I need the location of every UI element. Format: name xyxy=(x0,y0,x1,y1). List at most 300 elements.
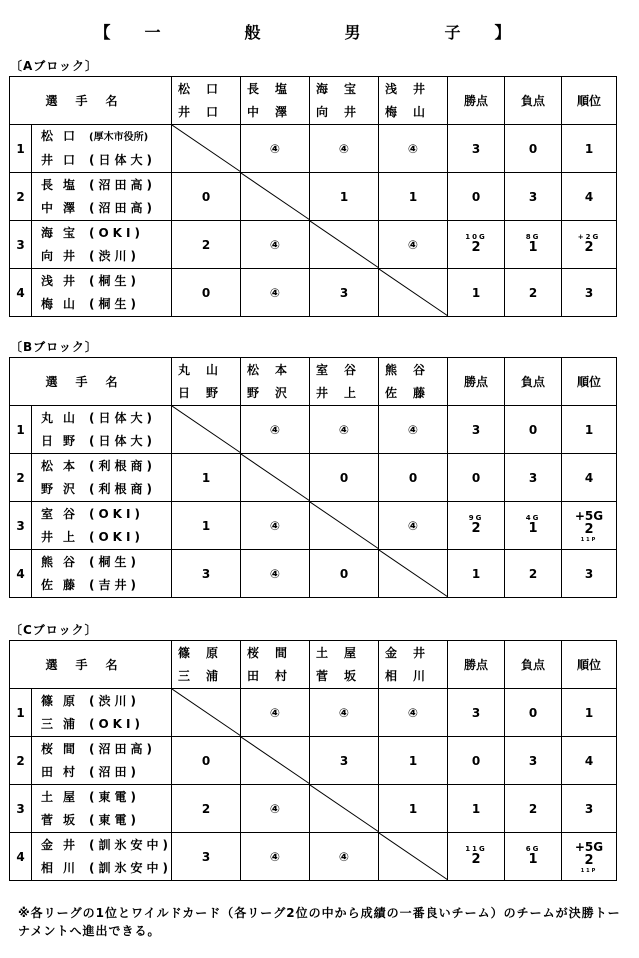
win-points xyxy=(448,173,505,221)
player-name: 向井 xyxy=(41,248,86,263)
match-result: ④ xyxy=(407,705,419,720)
player-name: 三浦 xyxy=(41,716,86,731)
player-club: (日体大) xyxy=(89,410,156,425)
match-result: ④ xyxy=(269,141,281,156)
win-points xyxy=(448,221,505,269)
block-label: 〔Aブロック〕 xyxy=(10,59,99,73)
lose-game-diff: 8G xyxy=(525,233,541,241)
match-result: ④ xyxy=(338,849,350,864)
win-mark xyxy=(310,833,379,881)
league-table xyxy=(9,640,617,881)
player-name: 丸山 xyxy=(41,410,86,425)
player-name: 相川 xyxy=(41,860,86,875)
player-line xyxy=(41,270,171,293)
table-row xyxy=(10,173,617,221)
win-points xyxy=(448,125,505,173)
rank-points xyxy=(562,454,617,502)
footnote: ※各リーグの1位とワイルドカード（各リーグ2位の中から成績の一番良いチーム）のチームが決勝トーナメントへ進出できる。 xyxy=(18,906,621,938)
self-match-diagonal xyxy=(379,833,448,881)
player-name: 梅山 xyxy=(41,296,86,311)
player-club: (利根商) xyxy=(89,458,156,473)
win-value: 1 xyxy=(471,566,481,581)
player-club: (OKI) xyxy=(89,506,144,521)
lose-points xyxy=(505,737,562,785)
win-mark xyxy=(241,785,310,833)
win-mark xyxy=(241,689,310,737)
match-score xyxy=(379,173,448,221)
row-number xyxy=(10,125,32,173)
player-line xyxy=(41,455,171,478)
match-score xyxy=(172,502,241,550)
win-points xyxy=(448,502,505,550)
win-mark xyxy=(241,125,310,173)
player-pair xyxy=(32,502,172,550)
player-club: (利根商) xyxy=(89,481,156,496)
match-result: ④ xyxy=(338,141,350,156)
match-score xyxy=(310,454,379,502)
lose-points xyxy=(505,833,562,881)
header-lose-label: 負点 xyxy=(521,375,546,389)
player-line xyxy=(41,713,171,736)
win-points xyxy=(448,269,505,317)
player-club: (吉井) xyxy=(89,577,140,592)
match-result: ④ xyxy=(269,801,281,816)
rank-value: 3 xyxy=(584,285,594,300)
diagonal-line xyxy=(172,406,241,453)
match-result: ④ xyxy=(269,849,281,864)
diagonal-stroke xyxy=(241,454,310,501)
block-label: 〔Bブロック〕 xyxy=(10,340,98,354)
match-result: 0 xyxy=(201,285,211,300)
match-result: 0 xyxy=(408,470,418,485)
player-pair xyxy=(32,689,172,737)
match-result: ④ xyxy=(269,705,281,720)
win-mark xyxy=(379,502,448,550)
lose-points xyxy=(505,785,562,833)
win-mark xyxy=(241,269,310,317)
player-name: 浅井 xyxy=(41,273,86,288)
match-score xyxy=(172,269,241,317)
player-line xyxy=(41,786,171,809)
player-pair xyxy=(32,454,172,502)
player-name: 井口 xyxy=(41,153,86,167)
match-result: ④ xyxy=(269,518,281,533)
row-number-label: 3 xyxy=(16,237,25,252)
row-number-label: 3 xyxy=(16,801,25,816)
player-line xyxy=(41,149,171,172)
header-player-name: 向井 xyxy=(316,104,373,119)
rank-value: 4 xyxy=(584,470,594,485)
player-line xyxy=(41,551,171,574)
win-mark xyxy=(310,406,379,454)
match-score xyxy=(310,550,379,598)
diagonal-line xyxy=(379,269,448,316)
self-match-diagonal xyxy=(172,689,241,737)
win-value: 3 xyxy=(471,705,481,720)
header-player-name: 中澤 xyxy=(247,104,304,119)
player-name: 日野 xyxy=(41,433,86,448)
header-player-name: 浅井 xyxy=(385,81,442,96)
player-line xyxy=(41,222,171,245)
player-name: 長塩 xyxy=(41,177,86,192)
header-player-name: 相川 xyxy=(385,668,442,683)
header-player-name: 松本 xyxy=(247,362,304,377)
player-name: 熊谷 xyxy=(41,554,86,569)
header-row xyxy=(10,641,617,689)
match-result: 3 xyxy=(339,285,349,300)
header-opponent xyxy=(379,77,448,125)
match-result: ④ xyxy=(407,141,419,156)
win-value: 3 xyxy=(471,141,481,156)
win-mark xyxy=(379,406,448,454)
player-club: (東電) xyxy=(89,812,140,827)
header-opponent xyxy=(310,77,379,125)
player-club: (沼田高) xyxy=(89,177,156,192)
win-points xyxy=(448,737,505,785)
win-value: 0 xyxy=(471,753,481,768)
diagonal-line xyxy=(310,785,379,832)
player-club: (桐生) xyxy=(89,296,140,311)
header-player-name: 菅坂 xyxy=(316,668,373,683)
player-line xyxy=(41,809,171,832)
rank-value: 2 xyxy=(584,240,594,255)
diagonal-line xyxy=(241,454,310,501)
rank-point-diff: 11P xyxy=(580,536,598,543)
player-line xyxy=(41,293,171,316)
player-name: 桜間 xyxy=(41,741,86,756)
rank-points xyxy=(562,785,617,833)
row-number-label: 1 xyxy=(16,141,25,156)
header-row xyxy=(10,77,617,125)
header-name xyxy=(10,641,172,689)
lose-points xyxy=(505,454,562,502)
player-club: (東電) xyxy=(89,789,140,804)
lose-value: 3 xyxy=(528,189,538,204)
header-player-name: 田村 xyxy=(247,668,304,683)
match-score xyxy=(379,454,448,502)
rank-points xyxy=(562,833,617,881)
match-result: ④ xyxy=(407,237,419,252)
win-value: 0 xyxy=(471,189,481,204)
match-score xyxy=(172,833,241,881)
player-club: (沼田) xyxy=(89,764,140,779)
player-line xyxy=(41,430,171,453)
header-opponent xyxy=(379,358,448,406)
player-club: (訓氷安中) xyxy=(89,837,172,852)
self-match-diagonal xyxy=(379,550,448,598)
match-score xyxy=(310,269,379,317)
match-result: 3 xyxy=(201,566,211,581)
header-player-name: 井上 xyxy=(316,385,373,400)
table-row xyxy=(10,269,617,317)
row-number-label: 3 xyxy=(16,518,25,533)
header-player-name: 丸山 xyxy=(178,362,235,377)
diagonal-stroke xyxy=(172,689,241,736)
rank-points xyxy=(562,737,617,785)
self-match-diagonal xyxy=(241,737,310,785)
player-name: 篠原 xyxy=(41,693,86,708)
player-name: 佐藤 xyxy=(41,577,86,592)
lose-points xyxy=(505,550,562,598)
player-pair xyxy=(32,785,172,833)
player-name: 松本 xyxy=(41,458,86,473)
player-club: (日体大) xyxy=(89,433,156,448)
header-player-name: 野沢 xyxy=(247,385,304,400)
win-value: 2 xyxy=(471,521,481,536)
rank-point-diff: 11P xyxy=(580,867,598,874)
header-lose-label: 負点 xyxy=(521,94,546,108)
lose-value: 3 xyxy=(528,470,538,485)
rank-value: 1 xyxy=(584,705,594,720)
diagonal-line xyxy=(379,833,448,880)
header-rank xyxy=(562,641,617,689)
diagonal-stroke xyxy=(379,550,448,597)
win-mark xyxy=(241,221,310,269)
row-number-label: 2 xyxy=(16,470,25,485)
player-name: 菅坂 xyxy=(41,812,86,827)
lose-game-diff: 6G xyxy=(525,845,541,853)
row-number-label: 2 xyxy=(16,753,25,768)
row-number-label: 1 xyxy=(16,422,25,437)
rank-value: 1 xyxy=(584,422,594,437)
page-title: 【一 般 男 子】 xyxy=(94,23,545,42)
header-player-name: 梅山 xyxy=(385,104,442,119)
match-result: 2 xyxy=(201,237,211,252)
league-table xyxy=(9,76,617,317)
header-rank xyxy=(562,77,617,125)
player-name: 金井 xyxy=(41,837,86,852)
header-name-label: 選手名 xyxy=(45,375,136,389)
diagonal-stroke xyxy=(310,221,379,268)
win-mark xyxy=(379,689,448,737)
match-result: 0 xyxy=(339,566,349,581)
player-name: 松口 xyxy=(41,129,86,143)
header-player-name: 熊谷 xyxy=(385,362,442,377)
lose-value: 1 xyxy=(528,852,538,867)
rank-points xyxy=(562,550,617,598)
rank-game-diff: +5G xyxy=(574,508,604,523)
match-result: ④ xyxy=(407,422,419,437)
match-score xyxy=(310,737,379,785)
row-number xyxy=(10,833,32,881)
header-opponent xyxy=(241,641,310,689)
header-opponent xyxy=(310,641,379,689)
header-player-name: 篠原 xyxy=(178,645,235,660)
match-score xyxy=(310,173,379,221)
player-pair xyxy=(32,173,172,221)
match-score xyxy=(172,454,241,502)
win-points xyxy=(448,550,505,598)
row-number-label: 1 xyxy=(16,705,25,720)
win-points xyxy=(448,406,505,454)
player-name: 土屋 xyxy=(41,789,86,804)
league-table xyxy=(9,357,617,598)
match-score xyxy=(379,737,448,785)
header-player-name: 長塩 xyxy=(247,81,304,96)
rank-value: 4 xyxy=(584,753,594,768)
rank-value: 3 xyxy=(584,566,594,581)
row-number-label: 4 xyxy=(16,285,25,300)
diagonal-stroke xyxy=(379,269,448,316)
win-value: 0 xyxy=(471,470,481,485)
rank-points xyxy=(562,125,617,173)
match-score xyxy=(172,173,241,221)
player-name: 中澤 xyxy=(41,200,86,215)
header-lose xyxy=(505,641,562,689)
player-name: 海宝 xyxy=(41,225,86,240)
diagonal-line xyxy=(241,737,310,784)
row-number xyxy=(10,173,32,221)
table-row xyxy=(10,221,617,269)
match-result: ④ xyxy=(338,705,350,720)
match-result: 1 xyxy=(408,189,418,204)
self-match-diagonal xyxy=(310,221,379,269)
player-club: (OKI) xyxy=(89,225,144,240)
block-label: 〔Cブロック〕 xyxy=(10,623,98,637)
rank-value: 3 xyxy=(584,801,594,816)
self-match-diagonal xyxy=(172,125,241,173)
player-club: (渋川) xyxy=(89,248,140,263)
win-value: 3 xyxy=(471,422,481,437)
header-player-name: 土屋 xyxy=(316,645,373,660)
header-name xyxy=(10,358,172,406)
header-opponent xyxy=(241,77,310,125)
player-pair xyxy=(32,737,172,785)
match-result: 1 xyxy=(201,518,211,533)
rank-points xyxy=(562,173,617,221)
match-result: ④ xyxy=(269,422,281,437)
lose-points xyxy=(505,406,562,454)
row-number xyxy=(10,221,32,269)
table-row xyxy=(10,502,617,550)
rank-points xyxy=(562,269,617,317)
header-opponent xyxy=(172,77,241,125)
player-pair xyxy=(32,406,172,454)
match-result: ④ xyxy=(269,237,281,252)
match-result: 1 xyxy=(408,801,418,816)
player-pair xyxy=(32,269,172,317)
lose-value: 2 xyxy=(528,801,538,816)
row-number xyxy=(10,502,32,550)
table-row xyxy=(10,833,617,881)
win-value: 2 xyxy=(471,240,481,255)
header-rank-label: 順位 xyxy=(577,375,602,389)
match-score xyxy=(172,785,241,833)
win-value: 2 xyxy=(471,852,481,867)
lose-points xyxy=(505,269,562,317)
win-mark xyxy=(310,125,379,173)
self-match-diagonal xyxy=(241,173,310,221)
win-value: 1 xyxy=(471,801,481,816)
row-number xyxy=(10,689,32,737)
table-row xyxy=(10,689,617,737)
row-number-label: 2 xyxy=(16,189,25,204)
win-points xyxy=(448,454,505,502)
player-line xyxy=(41,197,171,220)
player-name: 井上 xyxy=(41,529,86,544)
player-line xyxy=(41,125,171,149)
table-row xyxy=(10,454,617,502)
match-result: 2 xyxy=(201,801,211,816)
player-line xyxy=(41,174,171,197)
self-match-diagonal xyxy=(241,454,310,502)
lose-value: 3 xyxy=(528,753,538,768)
match-result: 0 xyxy=(339,470,349,485)
player-line xyxy=(41,503,171,526)
player-club: (日体大) xyxy=(89,153,156,167)
rank-game-diff: +2G xyxy=(577,233,601,241)
header-name-label: 選手名 xyxy=(45,94,136,108)
win-points xyxy=(448,689,505,737)
self-match-diagonal xyxy=(172,406,241,454)
diagonal-line xyxy=(379,550,448,597)
player-line xyxy=(41,761,171,784)
diagonal-line xyxy=(172,689,241,736)
lose-points xyxy=(505,502,562,550)
win-mark xyxy=(241,502,310,550)
header-rank xyxy=(562,358,617,406)
win-mark xyxy=(241,406,310,454)
player-pair xyxy=(32,833,172,881)
row-number xyxy=(10,550,32,598)
lose-points xyxy=(505,221,562,269)
win-mark xyxy=(241,833,310,881)
header-row xyxy=(10,358,617,406)
player-name: 野沢 xyxy=(41,481,86,496)
player-club: (訓氷安中) xyxy=(89,860,172,875)
header-player-name: 松口 xyxy=(178,81,235,96)
lose-value: 1 xyxy=(528,240,538,255)
row-number xyxy=(10,737,32,785)
match-result: 1 xyxy=(339,189,349,204)
header-player-name: 室谷 xyxy=(316,362,373,377)
header-win-label: 勝点 xyxy=(464,658,489,672)
diagonal-stroke xyxy=(241,173,310,220)
player-pair xyxy=(32,550,172,598)
win-value: 1 xyxy=(471,285,481,300)
header-name-label: 選手名 xyxy=(45,658,136,672)
win-mark xyxy=(310,689,379,737)
rank-game-diff: +5G xyxy=(574,839,604,854)
diagonal-stroke xyxy=(241,737,310,784)
rank-points xyxy=(562,406,617,454)
win-mark xyxy=(379,221,448,269)
player-line xyxy=(41,834,171,857)
self-match-diagonal xyxy=(310,785,379,833)
header-rank-label: 順位 xyxy=(577,658,602,672)
match-score xyxy=(172,737,241,785)
player-club: (OKI) xyxy=(89,716,144,731)
player-line xyxy=(41,857,171,880)
match-score xyxy=(172,550,241,598)
lose-game-diff: 4G xyxy=(525,514,541,522)
header-opponent xyxy=(310,358,379,406)
header-player-name: 日野 xyxy=(178,385,235,400)
player-line xyxy=(41,526,171,549)
header-name xyxy=(10,77,172,125)
rank-points xyxy=(562,502,617,550)
rank-value: 2 xyxy=(584,521,594,537)
rank-points xyxy=(562,221,617,269)
header-player-name: 井口 xyxy=(178,104,235,119)
table-row xyxy=(10,125,617,173)
win-game-diff: 10G xyxy=(465,233,487,241)
lose-value: 2 xyxy=(528,566,538,581)
match-score xyxy=(379,785,448,833)
match-result: 0 xyxy=(201,189,211,204)
header-win xyxy=(448,641,505,689)
header-opponent xyxy=(379,641,448,689)
